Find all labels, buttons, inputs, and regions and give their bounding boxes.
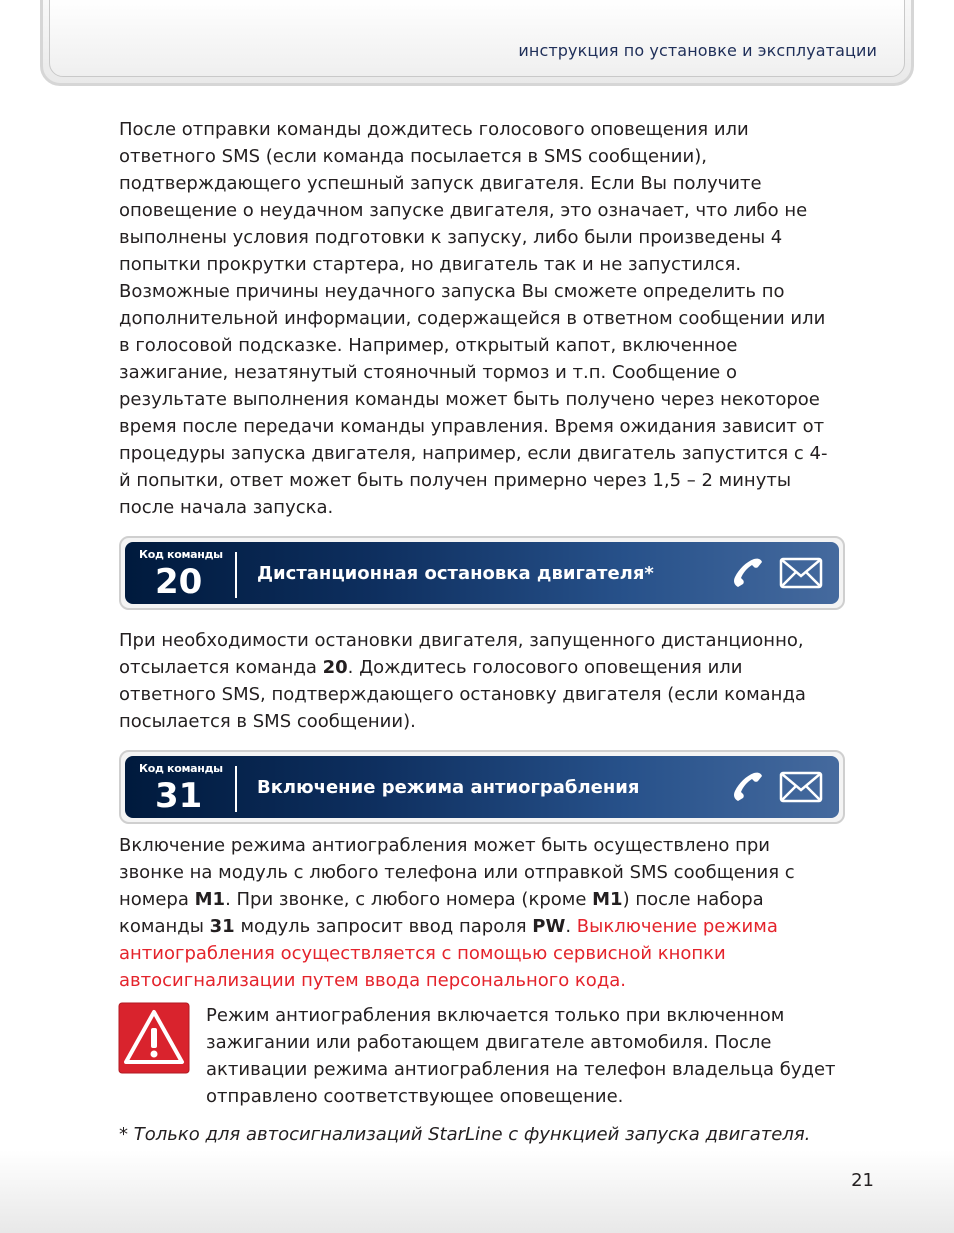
page-number: 21 xyxy=(851,1170,874,1191)
phone-number-bold: M1 xyxy=(592,889,623,910)
command-channel-icons xyxy=(730,769,823,805)
command-title: Дистанционная остановка двигателя* xyxy=(257,563,654,584)
footnote: * Только для автосигнализаций StarLine с функцией запуска двигателя. xyxy=(119,1124,811,1145)
command-code-bold: 20 xyxy=(322,657,348,678)
text-span: . При звонке, с любого номера (кроме xyxy=(225,889,593,910)
warning-text: Режим антиограбления включается только при включенном зажигании или работающем двигателе автомобиля. После активации режима антиограбления на телефон владельца будет отправлено соответствующее оповещение. xyxy=(206,1005,836,1107)
red-note: Выключение режима антиограбления осуществляется с помощью сервисной кнопки автосигнализации путем ввода персонального кода. xyxy=(119,916,778,991)
command-31-description xyxy=(119,832,839,994)
phone-icon xyxy=(730,769,766,805)
command-code-label: Код команды xyxy=(139,762,223,775)
command-bar-background xyxy=(125,756,839,818)
command-separator xyxy=(235,766,237,812)
text-span: модуль запросит ввод пароля xyxy=(234,916,533,937)
command-code-number: 31 xyxy=(155,776,203,816)
phone-icon xyxy=(730,555,766,591)
password-bold: PW xyxy=(532,916,566,937)
text-span: При необходимости остановки двигателя, запущенного дистанционно, отсылается команда xyxy=(119,630,804,678)
page-footer xyxy=(0,1150,954,1233)
header-panel xyxy=(49,0,905,77)
envelope-icon xyxy=(779,769,823,805)
text-span: . Дождитесь голосового оповещения или ответного SMS, подтверждающего остановку двигателя (если команда посылается в SMS сообщении). xyxy=(119,657,806,732)
command-title: Включение режима антиограбления xyxy=(257,777,640,798)
command-bar-31 xyxy=(119,750,845,824)
command-bar-20 xyxy=(119,536,845,610)
phone-number-bold: M1 xyxy=(194,889,226,910)
command-code-label: Код команды xyxy=(139,548,223,561)
warning-icon xyxy=(118,1002,190,1074)
text-span: Включение режима антиограбления может быть осуществлено при звонке на модуль с любого телефона или отправкой SMS сообщения с номера xyxy=(119,835,795,910)
command-channel-icons xyxy=(730,555,823,591)
command-separator xyxy=(235,552,237,598)
command-20-description xyxy=(119,627,839,735)
command-code-bold: 31 xyxy=(209,916,235,937)
text-span: ) после набора команды xyxy=(119,889,764,937)
command-code-number: 20 xyxy=(155,562,203,602)
intro-paragraph: После отправки команды дождитесь голосового оповещения или ответного SMS (если команда посылается в SMS сообщении), подтверждающего успешный запуск двигателя. Если Вы получите оповещение о неудачном запуске двигателя, это означает, что либо не выполнены условия подготовки к запуску, либо были произведены 4 попытки прокрутки стартера, но двигатель так и не запустился. Возможные причины неудачного запуска Вы сможете определить по дополнительной информации, содержащейся в ответном сообщении или в голосовой подсказке. Например, открытый капот, включенное зажигание, незатянутый стояночный тормоз и т.п. Сообщение о результате выполнения команды может быть получено через некоторое время после передачи команды управления. Время ожидания зависит от процедуры запуска двигателя, например, если двигатель запустится с 4-й попытки, ответ может быть получен примерно через 1,5 – 2 минуты после начала запуска. xyxy=(119,119,828,518)
command-bar-background xyxy=(125,542,839,604)
header-title: инструкция по установке и эксплуатации xyxy=(518,41,877,60)
page-header xyxy=(40,0,914,86)
envelope-icon xyxy=(779,555,823,591)
text-span: . xyxy=(565,916,577,937)
